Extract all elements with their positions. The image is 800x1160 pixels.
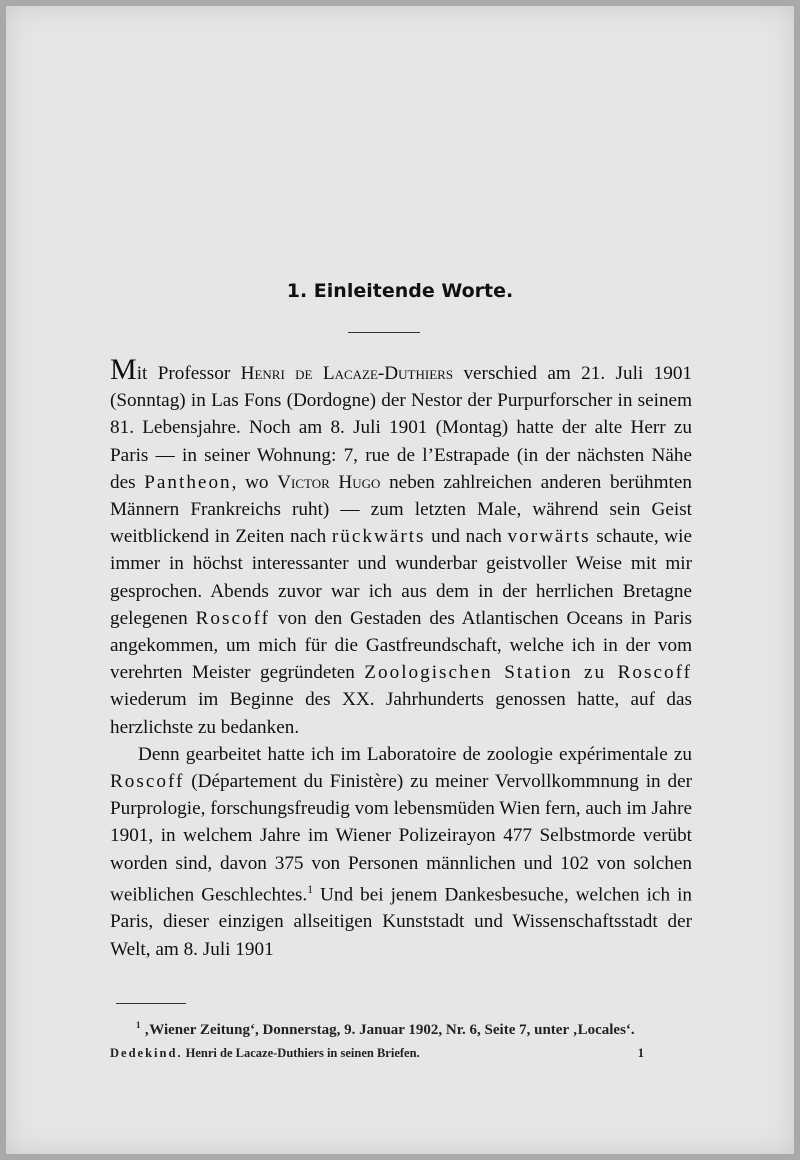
person-name: Victor Hugo [277, 471, 381, 493]
footnote-text: ‚Wiener Zeitung‘, Donnerstag, 9. Januar 1902, Nr. 6, Seite 7, unter ‚Locales‘. [140, 1022, 635, 1038]
book-page [6, 6, 794, 1154]
drop-cap: M [110, 353, 137, 386]
paragraph-1: Mit Professor Henri de Lacaze-Duthiers verschied am 21. Juli 1901 (Sonntag) in Las Fons (Dordogne) der Nestor der Purpurforscher in seinem 81. Lebensjahre. Noch am 8. Juli 1901 (Montag) hatte der alte Herr zu Paris — in seiner Wohnung: 7, rue de l’Estrapade (in der nächsten Nähe des Pantheon, wo Victor Hugo neben zahlreichen anderen berühmten Männern Frankreichs ruht) — zum letzten Male, während sein Geist weitblickend in Zeiten nach rückwärts und nach vorwärts schaute, wie immer in höchst interessanter und wunderbar geistvoller Weise mit mir gesprochen. Abends zuvor war ich aus dem in der herrlichen Bretagne gelegenen Roscoff von den Gestaden des Atlantischen Oceans in Paris angekommen, um mich für die Gastfreundschaft, welche ich in der vom verehrten Meister gegründeten Zoologischen Station zu Roscoff wiederum im Beginne des XX. Jahrhunderts genossen hatte, auf das herzlichste zu bedanken. [110, 353, 693, 738]
footnote-reference: 1 [307, 883, 313, 896]
footer-title: Henri de Lacaze-Duthiers in seinen Briefen. [182, 1046, 420, 1060]
chapter-heading: 1. Einleitende Worte. [286, 280, 514, 302]
footer-book-line [110, 1046, 420, 1061]
footnote-rule [116, 1003, 186, 1004]
body-text [110, 353, 693, 963]
footer-signature: 1 [637, 1046, 644, 1060]
footnote-mark: 1 [136, 1020, 141, 1030]
footer-author: Dedekind. [110, 1046, 183, 1060]
footnote [136, 1020, 692, 1039]
heading-rule [348, 332, 420, 333]
person-name: Henri de Lacaze-Duthiers [240, 363, 454, 384]
paragraph-2: Denn gearbeitet hatte ich im Laboratoire de zoologie expérimentale zu Roscoff (Département du Finistère) zu meiner Vervollkommnung in der Purprologie, forschungsfreudig vom lebensmüden Wien fern, auch im Jahre 1901, in welchem Jahre im Wiener Polizeirayon 477 Selbstmorde verübt worden sind, davon 375 von Personen männlichen und 102 von solchen weiblichen Geschlechtes.$^1$ Und bei jenem Dankesbesuche, welchen ich in Paris, dieser einzigen allseitigen Kunststadt und Wissenschaftsstadt der Welt, am 8. Juli 1901 [110, 743, 692, 960]
page-footer [110, 1046, 644, 1061]
